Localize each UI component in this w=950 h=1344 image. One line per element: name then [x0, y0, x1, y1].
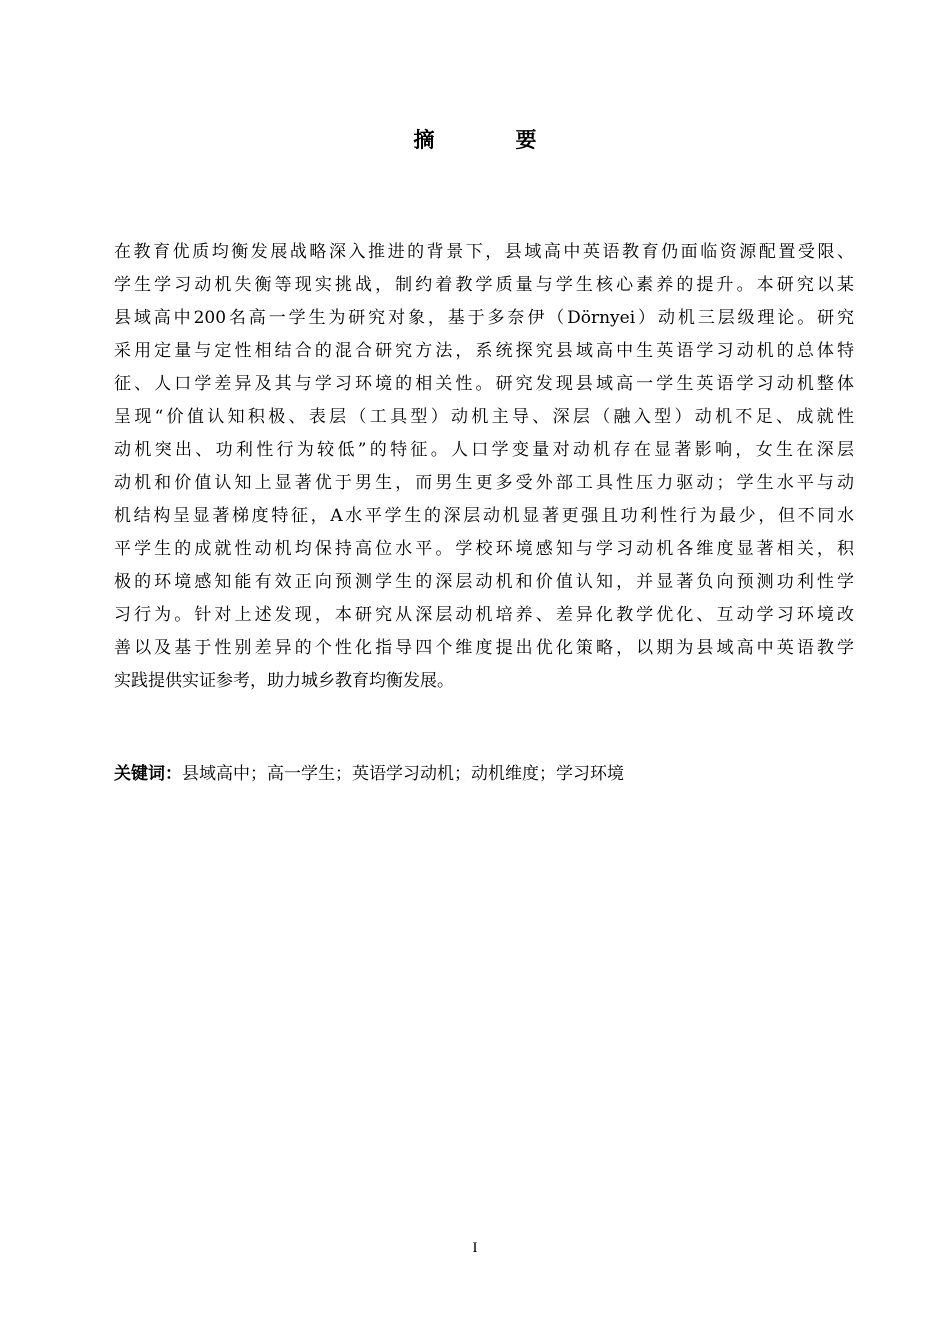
abstract-line: 善以及基于性别差异的个性化指导四个维度提出优化策略，以期为县域高中英语教学 — [114, 638, 854, 658]
abstract-line: 征、人口学差异及其与学习环境的相关性。研究发现县域高一学生英语学习动机整体 — [114, 374, 854, 394]
abstract-line: 动机突出、功利性行为较低”的特征。人口学变量对动机存在显著影响，女生在深层 — [114, 440, 854, 460]
abstract-line: 机结构呈显著梯度特征，A水平学生的深层动机显著更强且功利性行为最少，但不同水 — [114, 506, 854, 526]
abstract-line: 采用定量与定性相结合的混合研究方法，系统探究县域高中生英语学习动机的总体特 — [114, 341, 854, 361]
keywords-value: 县域高中；高一学生；英语学习动机；动机维度；学习环境 — [182, 764, 624, 784]
keywords — [114, 758, 854, 791]
page-number: I — [472, 1240, 478, 1256]
keywords-label: 关键词： — [114, 764, 182, 784]
abstract-line: 在教育优质均衡发展战略深入推进的背景下，县域高中英语教育仍面临资源配置受限、 — [114, 242, 854, 262]
abstract-line: 学生学习动机失衡等现实挑战，制约着教学质量与学生核心素养的提升。本研究以某 — [114, 275, 854, 295]
abstract-line: 习行为。针对上述发现，本研究从深层动机培养、差异化教学优化、互动学习环境改 — [114, 605, 854, 625]
abstract-line: 平学生的成就性动机均保持高位水平。学校环境感知与学习动机各维度显著相关，积 — [114, 539, 854, 559]
abstract-line: 实践提供实证参考，助力城乡教育均衡发展。 — [114, 671, 454, 691]
abstract-line: 县域高中200名高一学生为研究对象，基于多奈伊（Dörnyei）动机三层级理论。研究 — [114, 308, 854, 328]
abstract-line: 呈现“价值认知积极、表层（工具型）动机主导、深层（融入型）动机不足、成就性 — [114, 407, 854, 427]
abstract-line: 极的环境感知能有效正向预测学生的深层动机和价值认知，并显著负向预测功利性学 — [114, 572, 854, 592]
page-title: 摘 要 — [413, 128, 567, 152]
abstract-line: 动机和价值认知上显著优于男生，而男生更多受外部工具性压力驱动；学生水平与动 — [114, 473, 854, 493]
abstract-body — [114, 236, 854, 698]
